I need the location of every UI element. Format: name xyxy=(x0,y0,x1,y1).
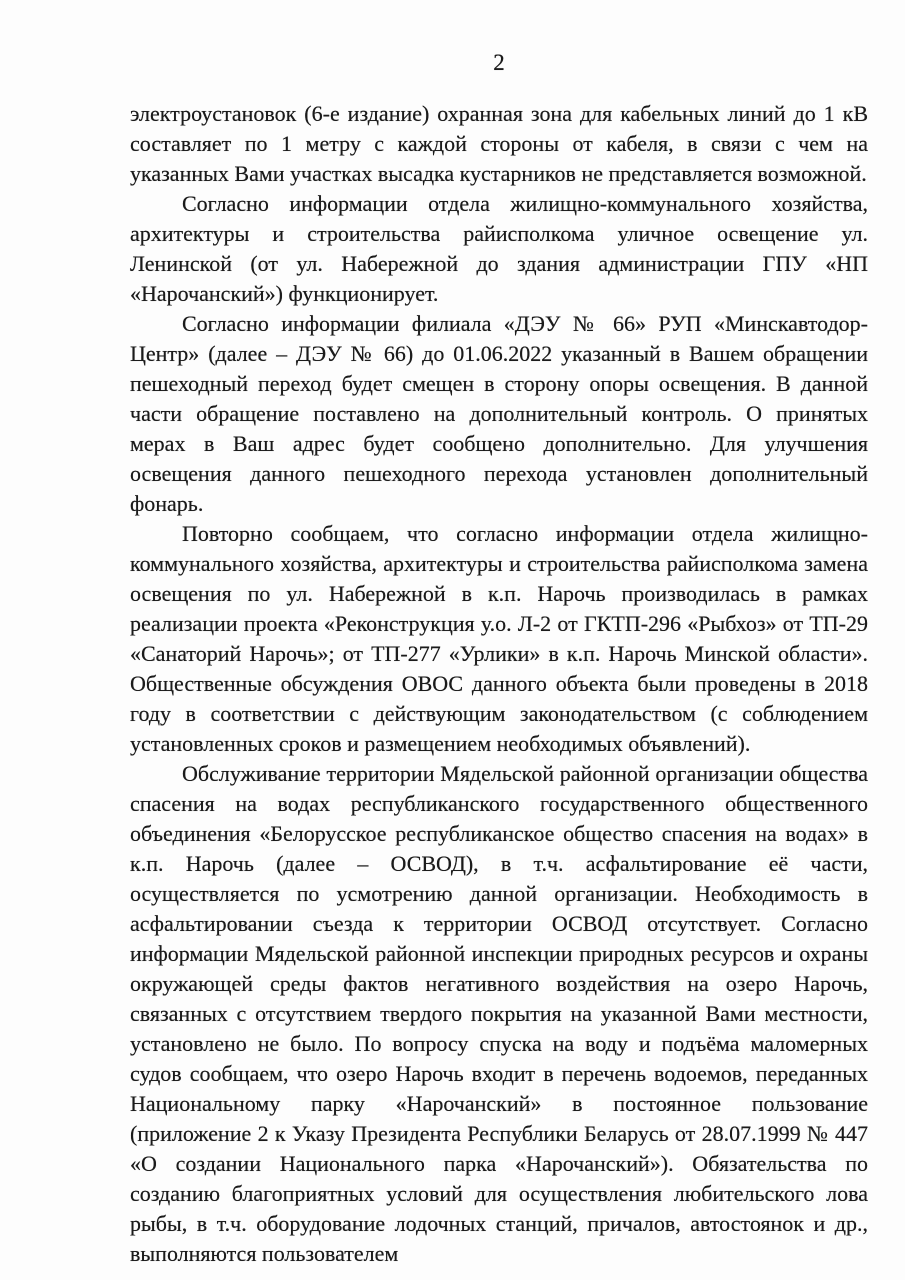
letter-body xyxy=(130,99,868,1269)
paragraph: Повторно сообщаем, что согласно информации отдела жилищно-коммунального хозяйства, архитектуры и строительства райисполкома замена освещения по ул. Набережной в к.п. Нарочь производилась в рамках реализации проекта «Реконструкция у.о. Л-2 от ГКТП-296 «Рыбхоз» от ТП-29 «Санаторий Нарочь»; от ТП-277 «Урлики» в к.п. Нарочь Минской области». Общественные обсуждения ОВОС данного объекта были проведены в 2018 году в соответствии с действующим законодательством (с соблюдением установленных сроков и размещением необходимых объявлений). xyxy=(130,521,868,756)
paragraph: электроустановок (6-е издание) охранная зона для кабельных линий до 1 кВ составляет по 1 метру с каждой стороны от кабеля, в связи с чем на указанных Вами участках высадка кустарников не представляется возможной. xyxy=(130,101,868,186)
paragraph: Согласно информации филиала «ДЭУ № 66» РУП «Минскавтодор-Центр» (далее – ДЭУ № 66) до 01.06.2022 указанный в Вашем обращении пешеходный переход будет смещен в сторону опоры освещения. В данной части обращение поставлено на дополнительный контроль. О принятых мерах в Ваш адрес будет сообщено дополнительно. Для улучшения освещения данного пешеходного перехода установлен дополнительный фонарь. xyxy=(130,311,868,516)
paragraph: Обслуживание территории Мядельской районной организации общества спасения на водах республиканского государственного общественного объединения «Белорусское республиканское общество спасения на водах» в к.п. Нарочь (далее – ОСВОД), в т.ч. асфальтирование её части, осуществляется по усмотрению данной организации. Необходимость в асфальтировании съезда к территории ОСВОД отсутствует. Согласно информации Мядельской районной инспекции природных ресурсов и охраны окружающей среды фактов негативного воздействия на озеро Нарочь, связанных с отсутствием твердого покрытия на указанной Вами местности, установлено не было. По вопросу спуска на воду и подъёма маломерных судов сообщаем, что озеро Нарочь входит в перечень водоемов, переданных Национальному парку «Нарочанский» в постоянное пользование (приложение 2 к Указу Президента Республики Беларусь от 28.07.1999 № 447 «О создании Национального парка «Нарочанский»). Обязательства по созданию благоприятных условий для осуществления любительского лова рыбы, в т.ч. оборудование лодочных станций, причалов, автостоянок и др., выполняются пользователем xyxy=(130,761,868,1266)
paragraph: Согласно информации отдела жилищно-коммунального хозяйства, архитектуры и строительства райисполкома уличное освещение ул. Ленинской (от ул. Набережной до здания администрации ГПУ «НП «Нарочанский») функционирует. xyxy=(130,191,868,306)
page-number: 2 xyxy=(493,50,505,75)
